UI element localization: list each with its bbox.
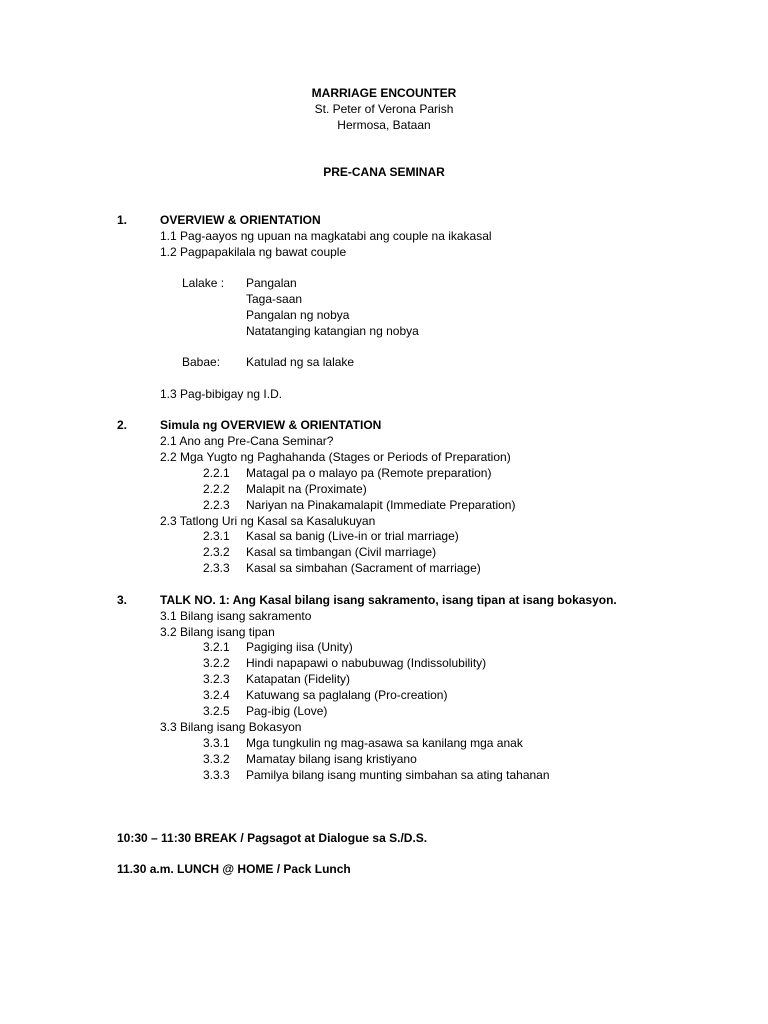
- subitem-text: Kasal sa timbangan (Civil marriage): [246, 545, 437, 559]
- subitem-number: 3.2.3: [203, 672, 230, 686]
- lalake-item: Taga-saan: [246, 292, 303, 306]
- section-1-title: OVERVIEW & ORIENTATION: [160, 213, 321, 227]
- subitem-text: Pagiging iisa (Unity): [246, 640, 353, 654]
- subitem-number: 3.2.4: [203, 688, 230, 702]
- subitem-text: Kasal sa simbahan (Sacrament of marriage): [246, 561, 481, 575]
- subitem-text: Katuwang sa paglalang (Pro-creation): [246, 688, 448, 702]
- item-2-1: 2.1 Ano ang Pre-Cana Seminar?: [160, 434, 334, 448]
- subitem-number: 3.2.5: [203, 704, 230, 718]
- section-3-title: TALK NO. 1: Ang Kasal bilang isang sakramento, isang tipan at isang bokasyon.: [160, 593, 617, 607]
- item-2-3: 2.3 Tatlong Uri ng Kasal sa Kasalukuyan: [160, 514, 376, 528]
- subitem-text: Malapit na (Proximate): [246, 482, 367, 496]
- seminar-title: PRE-CANA SEMINAR: [323, 165, 445, 179]
- item-1-3: 1.3 Pag-bibigay ng I.D.: [160, 387, 283, 401]
- item-1-2: 1.2 Pagpapakilala ng bawat couple: [160, 245, 347, 259]
- subitem-text: Mamatay bilang isang kristiyano: [246, 752, 417, 766]
- lalake-item: Natatanging katangian ng nobya: [246, 324, 419, 338]
- subitem-number: 2.3.3: [203, 561, 230, 575]
- lalake-label: Lalake :: [182, 276, 225, 290]
- doc-title: MARRIAGE ENCOUNTER: [311, 86, 457, 100]
- babae-value: Katulad ng sa lalake: [246, 355, 355, 369]
- parish-name: St. Peter of Verona Parish: [314, 102, 454, 116]
- subitem-number: 3.2.1: [203, 640, 230, 654]
- subitem-number: 2.2.2: [203, 482, 230, 496]
- subitem-number: 2.2.1: [203, 466, 230, 480]
- section-2-title: Simula ng OVERVIEW & ORIENTATION: [160, 418, 382, 432]
- section-3-number: 3.: [117, 593, 128, 607]
- subitem-number: 2.3.1: [203, 529, 230, 543]
- break-schedule: 10:30 – 11:30 BREAK / Pagsagot at Dialogue sa S./D.S.: [117, 831, 428, 845]
- subitem-number: 3.3.1: [203, 736, 230, 750]
- lalake-item: Pangalan ng nobya: [246, 308, 350, 322]
- subitem-text: Hindi napapawi o nabubuwag (Indissolubility): [246, 656, 487, 670]
- lalake-item: Pangalan: [246, 276, 297, 290]
- subitem-text: Nariyan na Pinakamalapit (Immediate Preparation): [246, 498, 516, 512]
- subitem-number: 3.2.2: [203, 656, 230, 670]
- subitem-number: 2.2.3: [203, 498, 230, 512]
- subitem-text: Pamilya bilang isang munting simbahan sa ating tahanan: [246, 768, 550, 782]
- subitem-text: Kasal sa banig (Live-in or trial marriage): [246, 529, 459, 543]
- subitem-number: 3.3.2: [203, 752, 230, 766]
- subitem-text: Matagal pa o malayo pa (Remote preparation): [246, 466, 492, 480]
- item-2-2: 2.2 Mga Yugto ng Paghahanda (Stages or Periods of Preparation): [160, 450, 511, 464]
- item-1-1: 1.1 Pag-aayos ng upuan na magkatabi ang couple na ikakasal: [160, 229, 492, 243]
- subitem-text: Pag-ibig (Love): [246, 704, 328, 718]
- item-3-3: 3.3 Bilang isang Bokasyon: [160, 720, 302, 734]
- item-3-1: 3.1 Bilang isang sakramento: [160, 609, 312, 623]
- item-3-2: 3.2 Bilang isang tipan: [160, 625, 275, 639]
- babae-label: Babae:: [182, 355, 221, 369]
- parish-location: Hermosa, Bataan: [337, 118, 431, 132]
- subitem-number: 2.3.2: [203, 545, 230, 559]
- section-1-number: 1.: [117, 213, 128, 227]
- subitem-number: 3.3.3: [203, 768, 230, 782]
- section-2-number: 2.: [117, 418, 128, 432]
- lunch-schedule: 11.30 a.m. LUNCH @ HOME / Pack Lunch: [117, 862, 351, 876]
- subitem-text: Katapatan (Fidelity): [246, 672, 351, 686]
- subitem-text: Mga tungkulin ng mag-asawa sa kanilang mga anak: [246, 736, 523, 750]
